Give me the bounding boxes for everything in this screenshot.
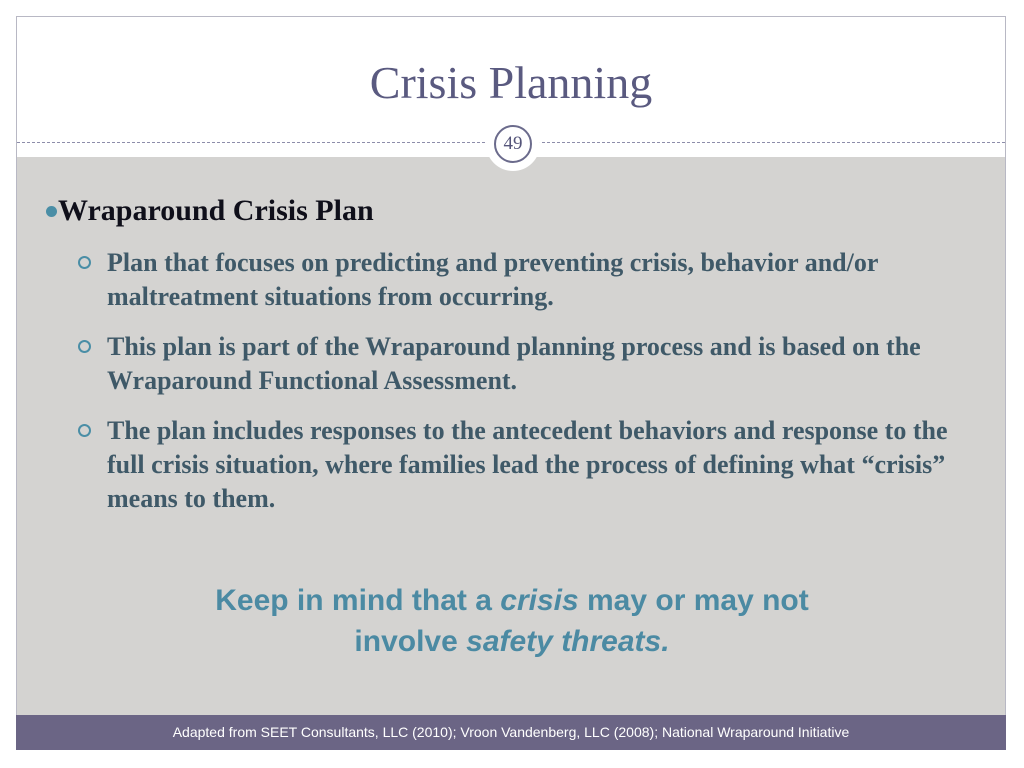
callout-line-1 [0, 580, 1024, 621]
callout-note [0, 580, 1024, 662]
hollow-bullet-icon [78, 424, 91, 437]
sub-bullet-item [74, 414, 974, 516]
main-bullet [58, 192, 958, 230]
footer-citation: Adapted from SEET Consultants, LLC (2010); Vroon Vandenberg, LLC (2008); National Wraparound Initiative [16, 715, 1006, 750]
sub-bullet-item [74, 330, 974, 398]
hollow-bullet-icon [78, 340, 91, 353]
callout-text: may or may not [578, 584, 809, 617]
page-number: 49 [494, 125, 532, 163]
sub-bullet-text: The plan includes responses to the antecedent behaviors and response to the full crisis situation, where families lead the process of defining what “crisis” means to them. [107, 416, 948, 513]
sub-bullet-item [74, 246, 974, 314]
callout-emphasis: safety threats. [466, 625, 670, 658]
hollow-bullet-icon [78, 256, 91, 269]
bullet-dot-icon [46, 206, 57, 217]
page-number-badge [486, 117, 540, 171]
sub-bullet-text: Plan that focuses on predicting and preventing crisis, behavior and/or maltreatment situations from occurring. [107, 248, 878, 311]
sub-bullet-list [74, 246, 974, 532]
sub-bullet-text: This plan is part of the Wraparound planning process and is based on the Wraparound Functional Assessment. [107, 332, 921, 395]
callout-text: involve [354, 625, 467, 658]
main-bullet-text: Wraparound Crisis Plan [58, 194, 374, 227]
callout-emphasis: crisis [500, 584, 579, 617]
slide-title: Crisis Planning [369, 57, 653, 108]
callout-text: Keep in mind that a [215, 584, 501, 617]
callout-line-2 [0, 621, 1024, 662]
